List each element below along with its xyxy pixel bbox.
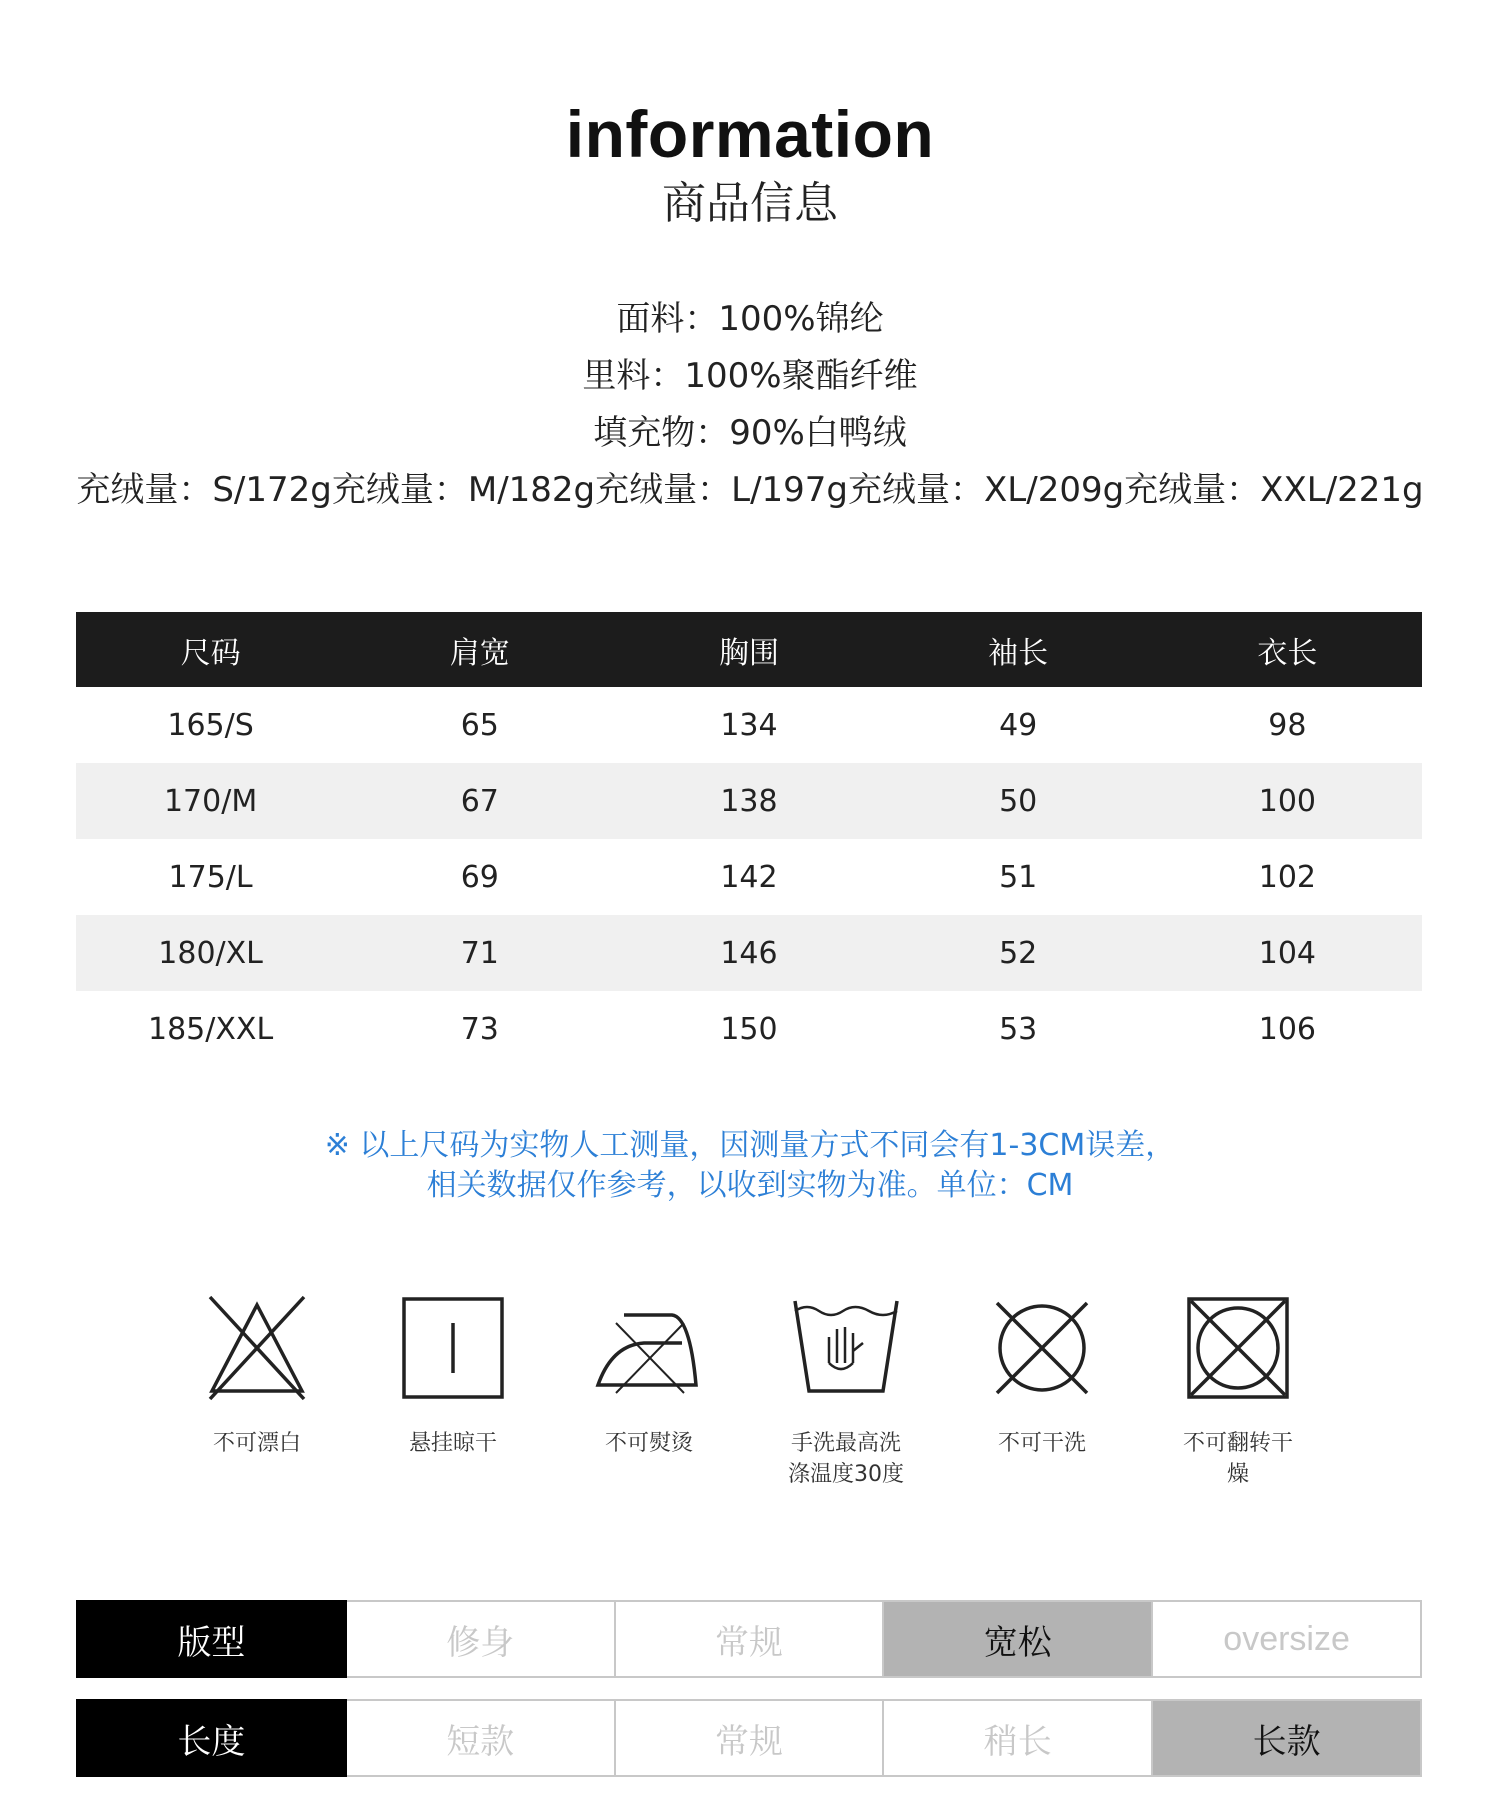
- table-cell: 102: [1258, 859, 1316, 895]
- table-cell: 104: [1153, 915, 1422, 991]
- table-row: [76, 991, 1422, 1067]
- column-header-length: 衣长: [1153, 612, 1422, 687]
- table-cell: 138: [614, 763, 883, 839]
- column-header-sleeve: 袖长: [884, 612, 1153, 687]
- table-cell: 165/S: [167, 707, 254, 743]
- length-option-regular: 常规: [615, 1700, 884, 1776]
- measurement-note: [0, 1126, 1500, 1206]
- fit-option-regular: 常规: [615, 1601, 884, 1677]
- table-cell: 51: [999, 859, 1038, 895]
- care-item-no-dry-clean: [962, 1293, 1122, 1459]
- table-cell: 98: [1268, 707, 1307, 743]
- column-header-chest: 胸围: [614, 612, 883, 687]
- size-chart-header-row: [76, 612, 1422, 687]
- table-cell: 49: [999, 707, 1038, 743]
- table-row: [76, 763, 1422, 839]
- table-cell: 170/M: [76, 763, 345, 839]
- length-option-long: 长款: [1152, 1700, 1421, 1776]
- fit-option-oversize: oversize: [1152, 1601, 1421, 1677]
- table-cell: 134: [720, 707, 778, 743]
- table-cell: 67: [345, 763, 614, 839]
- spec-fill-weight: 充绒量：S/172g充绒量：M/182g充绒量：L/197g充绒量：XL/209g充绒量：XXL/221g: [76, 470, 1424, 510]
- table-row: [76, 915, 1422, 991]
- table-cell: 69: [460, 859, 499, 895]
- hand-wash-icon: [791, 1293, 901, 1403]
- care-label: 不可干洗: [997, 1431, 1086, 1456]
- page-subtitle: 商品信息: [662, 178, 838, 229]
- fit-type-label: 版型: [77, 1601, 346, 1677]
- care-item-no-bleach: [177, 1293, 337, 1459]
- care-label: 不可翻转干燥: [1182, 1431, 1293, 1487]
- table-cell: 142: [720, 859, 778, 895]
- table-row: [76, 839, 1422, 915]
- table-cell: 71: [345, 915, 614, 991]
- care-item-no-iron: [569, 1293, 729, 1459]
- care-instructions: [0, 1293, 1500, 1533]
- fit-option-loose: 宽松: [883, 1601, 1152, 1677]
- care-label: 不可漂白: [212, 1431, 301, 1456]
- length-option-slightly-long: 稍长: [883, 1700, 1152, 1776]
- table-cell: 52: [884, 915, 1153, 991]
- hang-dry-icon: [398, 1293, 508, 1403]
- size-chart-table: [76, 612, 1422, 1067]
- table-cell: 175/L: [168, 859, 253, 895]
- table-cell: 146: [614, 915, 883, 991]
- table-cell: 185/XXL: [148, 1011, 274, 1047]
- column-header-shoulder: 肩宽: [345, 612, 614, 687]
- length-type-row: [76, 1699, 1422, 1777]
- care-label: 不可熨烫: [604, 1431, 693, 1456]
- table-cell: 65: [460, 707, 499, 743]
- fit-option-slim: 修身: [346, 1601, 615, 1677]
- care-label: 悬挂晾干: [408, 1431, 497, 1456]
- material-specs: [0, 291, 1500, 519]
- care-item-no-tumble-dry: [1158, 1293, 1318, 1490]
- table-cell: 100: [1153, 763, 1422, 839]
- column-header-size: 尺码: [76, 612, 345, 687]
- spec-filling: 填充物：90%白鸭绒: [593, 413, 907, 453]
- care-label: 手洗最高洗涤温度30度: [788, 1431, 904, 1487]
- no-tumble-dry-icon: [1183, 1293, 1293, 1403]
- measurement-note-line2: 相关数据仅作参考，以收到实物为准。单位：CM: [426, 1168, 1074, 1203]
- table-row: [76, 687, 1422, 763]
- fit-type-row: [76, 1600, 1422, 1678]
- table-cell: 73: [460, 1011, 499, 1047]
- table-cell: 50: [884, 763, 1153, 839]
- page-title: information: [565, 97, 935, 171]
- care-item-hang-dry: [373, 1293, 533, 1459]
- no-bleach-icon: [202, 1293, 312, 1403]
- table-cell: 150: [720, 1011, 778, 1047]
- length-option-short: 短款: [346, 1700, 615, 1776]
- care-item-hand-wash: [766, 1293, 926, 1490]
- length-type-label: 长度: [77, 1700, 346, 1776]
- table-cell: 53: [999, 1011, 1038, 1047]
- no-iron-icon: [594, 1293, 704, 1403]
- table-cell: 180/XL: [76, 915, 345, 991]
- no-dry-clean-icon: [987, 1293, 1097, 1403]
- spec-fabric: 面料：100%锦纶: [616, 299, 884, 339]
- measurement-note-line1: ※ 以上尺码为实物人工测量，因测量方式不同会有1-3CM误差，: [324, 1128, 1176, 1163]
- spec-lining: 里料：100%聚酯纤维: [582, 356, 918, 396]
- table-cell: 106: [1258, 1011, 1316, 1047]
